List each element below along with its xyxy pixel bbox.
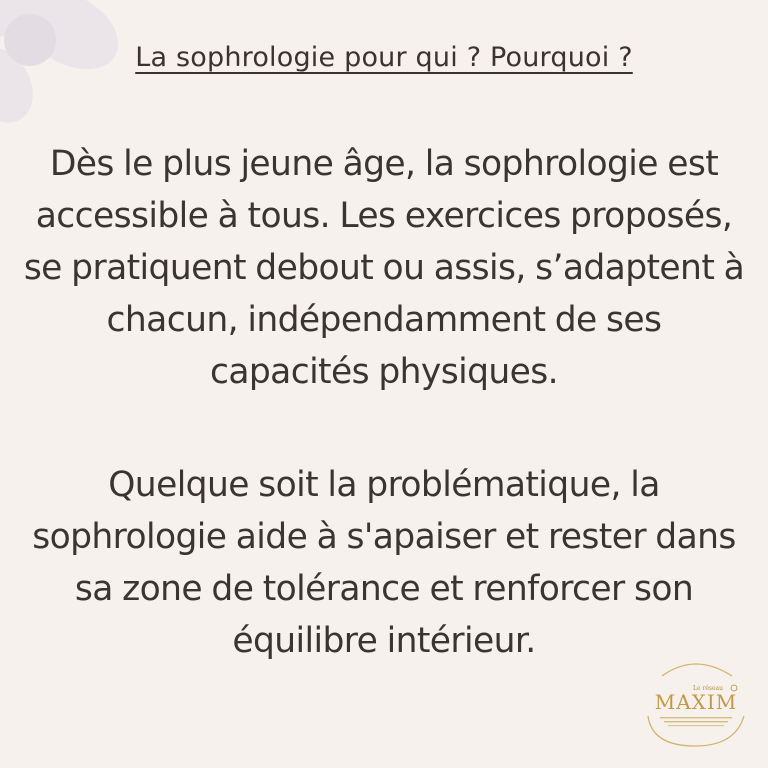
logo-prefix: Le réseau [693, 685, 723, 692]
paragraph-accessibility [20, 138, 748, 398]
text-line: chacun, indépendamment de ses [106, 300, 662, 340]
paragraph-benefits [20, 459, 748, 667]
text-line: accessible à tous. Les exercices proposés, [35, 196, 733, 236]
logo-name: MAXIM [654, 690, 738, 714]
text-line: sa zone de tolérance et renforcer son [74, 569, 694, 609]
text-line: capacités physiques. [209, 352, 559, 392]
text-line: se pratiquent debout ou assis, s’adaptent à [23, 248, 745, 288]
text-line: sophrologie aide à s'apaiser et rester dans [32, 517, 736, 557]
text-line: équilibre intérieur. [232, 621, 536, 661]
text-line: Dès le plus jeune âge, la sophrologie est [49, 144, 719, 184]
maxim-logo [640, 654, 750, 754]
text-line: Quelque soit la problématique, la [108, 465, 660, 505]
page-title: La sophrologie pour qui ? Pourquoi ? [135, 42, 633, 73]
